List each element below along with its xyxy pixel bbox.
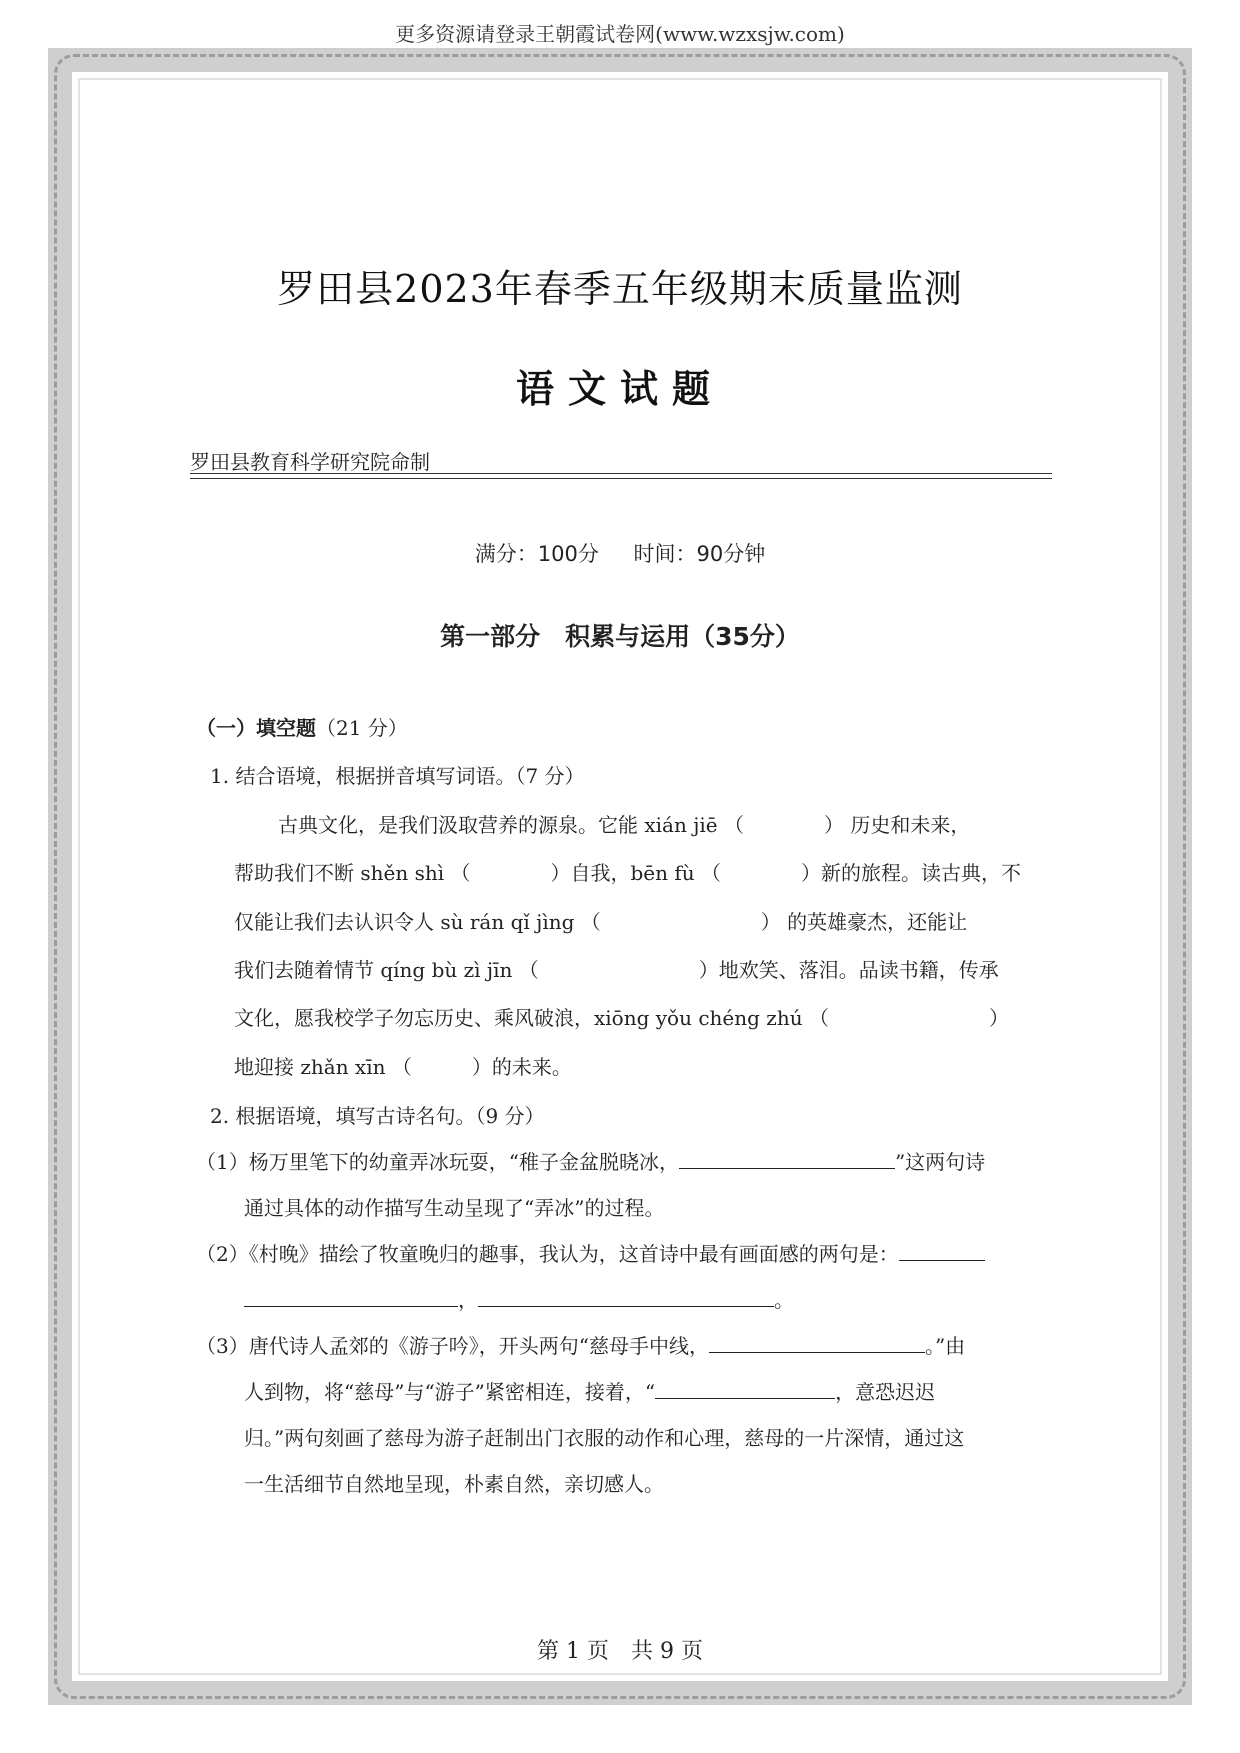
q2-item1-line1 xyxy=(196,1146,985,1175)
answer-blank[interactable] xyxy=(655,1380,835,1399)
q2-item1-line2: 通过具体的动作描写生动呈现了“弄冰”的过程。 xyxy=(244,1196,665,1220)
answer-blank[interactable] xyxy=(899,1242,985,1261)
q1-line-5: 文化，愿我校学子勿忘历史、乘风破浪，xiōng yǒu chéng zhú （ ） xyxy=(234,1006,1009,1030)
watermark-header: 更多资源请登录王朝霞试卷网(www.wzxsjw.com) xyxy=(395,22,845,46)
divider-line-secondary xyxy=(190,478,1052,479)
q2-item2-line2 xyxy=(244,1284,794,1313)
q2-item2-end: 。 xyxy=(774,1288,794,1312)
part-title: 第一部分 积累与运用（35分） xyxy=(440,622,800,651)
q2-item3-line3: 归。”两句刻画了慈母为游子赶制出门衣服的动作和心理，慈母的一片深情，通过这 xyxy=(244,1426,965,1450)
q2-item3-text-d: ，意恐迟迟 xyxy=(835,1380,936,1404)
q2-item3-line2 xyxy=(244,1376,935,1405)
answer-blank[interactable] xyxy=(478,1288,774,1307)
q2-item3-line4: 一生活细节自然地呈现，朴素自然，亲切感人。 xyxy=(244,1472,664,1496)
page-footer: 第 1 页 共 9 页 xyxy=(537,1639,703,1664)
answer-blank[interactable] xyxy=(709,1334,925,1353)
q2-item2-line1 xyxy=(196,1238,985,1267)
q2-prompt: 2. 根据语境，填写古诗名句。（9 分） xyxy=(210,1104,545,1128)
q2-item3-text-b: 。”由 xyxy=(924,1334,966,1358)
section-label: （一）填空题 xyxy=(196,716,316,740)
q2-item3-line1 xyxy=(196,1330,965,1359)
q2-item1-text-b: ”这两句诗 xyxy=(894,1150,986,1174)
q2-item2-text-a: （2）《村晚》描绘了牧童晚归的趣事，我认为，这首诗中最有画面感的两句是： xyxy=(196,1242,899,1266)
q1-line-3: 仅能让我们去认识令人 sù rán qǐ jìng （ ） 的英雄豪杰，还能让 xyxy=(234,910,968,934)
q1-line-2: 帮助我们不断 shěn shì （ ）自我，bēn fù （ ）新的旅程。读古典，不 xyxy=(234,861,1021,885)
section-heading xyxy=(196,712,408,741)
exam-title: 罗田县2023年春季五年级期末质量监测 xyxy=(277,267,963,311)
q1-line-6: 地迎接 zhǎn xīn （ ）的未来。 xyxy=(234,1055,572,1079)
q2-item3-text-c: 人到物，将“慈母”与“游子”紧密相连，接着，“ xyxy=(244,1380,656,1404)
exam-subtitle: 语文试题 xyxy=(515,367,724,411)
q1-line-4: 我们去随着情节 qíng bù zì jīn （ ）地欢笑、落泪。品读书籍，传承 xyxy=(234,958,999,982)
section-points: （21 分） xyxy=(316,716,408,740)
score-time-line: 满分：100分 时间：90分钟 xyxy=(474,542,766,566)
exam-author: 罗田县教育科学研究院命制 xyxy=(190,450,430,474)
q2-item2-comma: ， xyxy=(458,1288,478,1312)
q2-item1-text-a: （1）杨万里笔下的幼童弄冰玩耍，“稚子金盆脱晓冰， xyxy=(196,1150,679,1174)
q2-item3-text-a: （3）唐代诗人孟郊的《游子吟》，开头两句“慈母手中线， xyxy=(196,1334,709,1358)
q1-line-1: 古典文化，是我们汲取营养的源泉。它能 xián jiē （ ） 历史和未来， xyxy=(278,813,971,837)
answer-blank[interactable] xyxy=(679,1150,895,1169)
answer-blank[interactable] xyxy=(244,1288,458,1307)
q1-prompt: 1. 结合语境，根据拼音填写词语。（7 分） xyxy=(210,764,585,788)
divider-line xyxy=(190,473,1052,474)
